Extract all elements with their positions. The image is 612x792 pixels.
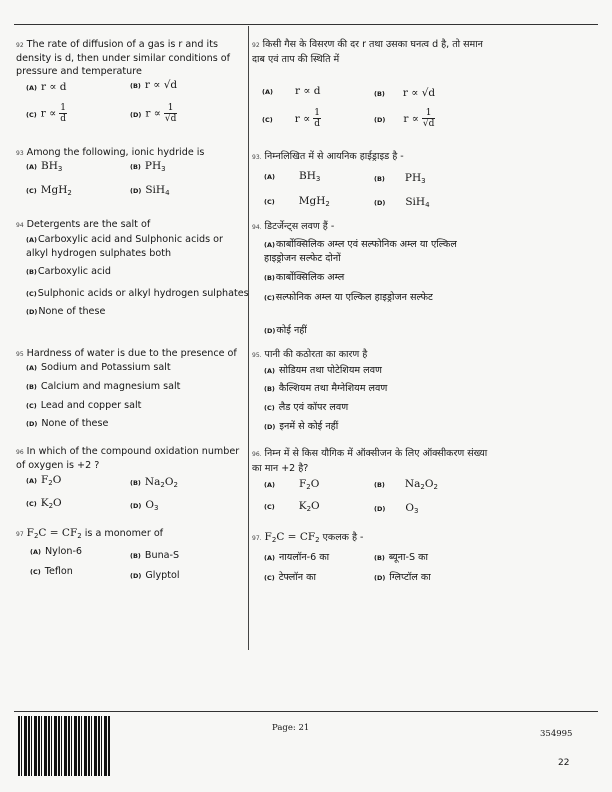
option-label: (B) xyxy=(130,82,141,90)
subscript: 2 xyxy=(306,483,311,491)
option-label: (B) xyxy=(264,274,275,282)
option-text-tail: O xyxy=(53,497,62,509)
question-text: In which of the compound oxidation number of oxygen is +2 ? xyxy=(16,446,240,471)
question-94-en xyxy=(16,218,244,232)
question-text: निम्न में से किस यौगिक में ऑक्सीजन के लिए ऑक्सीकरण संख्या का मान +2 है? xyxy=(252,448,488,474)
subscript: 2 xyxy=(48,502,54,510)
option-d[interactable] xyxy=(264,324,307,338)
option-label: (B) xyxy=(26,383,37,391)
option-text: None of these xyxy=(41,418,109,429)
option-text: नायलॉन-6 का xyxy=(278,552,330,563)
option-text: r ∝ d xyxy=(294,85,321,97)
subscript: 3 xyxy=(315,175,321,183)
option-text: ब्यूना-S का xyxy=(388,552,428,563)
option-label: (B) xyxy=(374,481,385,489)
option-label: (D) xyxy=(374,199,386,207)
question-text: is a monomer of xyxy=(84,528,164,539)
subscript: 4 xyxy=(165,189,170,197)
option-text-tail: O xyxy=(52,474,62,486)
numerator: 1 xyxy=(60,103,66,113)
option-text: K xyxy=(40,497,49,509)
option-text: Sulphonic acids or alkyl hydrogen sulphates xyxy=(37,288,249,299)
option-c[interactable] xyxy=(264,500,320,513)
barcode xyxy=(18,716,110,776)
question-number: 92 xyxy=(252,42,260,49)
question-number: 93. xyxy=(252,154,262,161)
option-text: r ∝ √d xyxy=(402,87,436,99)
subscript: 2 xyxy=(33,532,39,540)
option-c[interactable] xyxy=(26,497,62,510)
option-b[interactable] xyxy=(264,271,344,285)
option-text: F xyxy=(298,478,307,490)
option-a[interactable] xyxy=(264,170,320,183)
denominator: √d xyxy=(164,114,177,124)
option-text: Teflon xyxy=(44,566,73,577)
question-96-hi xyxy=(252,447,488,476)
option-d[interactable] xyxy=(264,420,338,434)
option-a[interactable] xyxy=(264,238,490,266)
question-97-hi xyxy=(252,530,488,547)
option-d[interactable] xyxy=(26,418,108,429)
option-text: r ∝ d xyxy=(40,81,67,93)
option-b[interactable] xyxy=(26,381,180,392)
question-93-en xyxy=(16,146,244,160)
question-95-hi xyxy=(252,348,488,363)
option-d[interactable] xyxy=(130,499,158,512)
subscript: 2 xyxy=(271,536,277,544)
column-divider xyxy=(248,26,249,650)
option-c[interactable] xyxy=(30,566,73,577)
option-a[interactable] xyxy=(26,81,67,93)
question-text: पानी की कठोरता का कारण है xyxy=(264,349,368,360)
option-a[interactable] xyxy=(26,362,171,373)
subscript: 4 xyxy=(425,201,430,209)
fraction xyxy=(422,108,436,129)
formula: F xyxy=(26,527,34,539)
option-text: कार्बोक्सिलिक अम्ल xyxy=(275,272,345,283)
subscript: 2 xyxy=(420,483,425,491)
option-a[interactable] xyxy=(262,85,321,97)
option-text: कार्बोक्सिलिक अम्ल एवं सल्फोनिक अम्ल या एल्किल हाइड्रोजन सल्फेट दोनों xyxy=(264,239,457,264)
option-label: (C) xyxy=(30,568,41,576)
option-text: Glyptol xyxy=(145,570,180,581)
option-text: BH xyxy=(40,160,58,172)
option-b[interactable] xyxy=(374,172,426,185)
subscript: 2 xyxy=(160,481,165,489)
option-c[interactable] xyxy=(26,400,141,411)
option-text: BH xyxy=(298,170,316,182)
option-c[interactable] xyxy=(26,288,249,299)
fraction xyxy=(59,103,67,124)
option-label: (B) xyxy=(374,90,385,98)
option-a[interactable] xyxy=(26,233,244,261)
option-text: MgH xyxy=(298,195,326,207)
option-text: सोडियम तथा पोटेशियम लवण xyxy=(278,365,382,376)
question-number: 94 xyxy=(16,222,24,229)
option-label: (D) xyxy=(374,574,386,582)
option-label: (A) xyxy=(262,88,273,96)
option-label: (C) xyxy=(262,115,273,124)
option-label: (A) xyxy=(26,84,37,92)
option-d[interactable] xyxy=(130,570,180,581)
option-label: (C) xyxy=(26,187,37,195)
option-text: O xyxy=(405,502,414,514)
option-text: कोई नहीं xyxy=(276,325,307,336)
question-text: The rate of diffusion of a gas is r and its density is d, then under similar conditions of pressure and temperature xyxy=(16,39,231,77)
option-label: (A) xyxy=(264,367,275,375)
option-label: (B) xyxy=(130,479,141,487)
bottom-rule xyxy=(14,711,598,712)
option-text: सल्फोनिक अम्ल या एल्किल हाइड्रोजन सल्फेट xyxy=(275,292,433,303)
option-label: (A) xyxy=(26,477,37,485)
option-text: K xyxy=(298,500,307,512)
question-text: किसी गैस के विसरण की दर r तथा उसका घनत्व d है, तो समान दाब एवं ताप की स्थिति में xyxy=(252,39,483,65)
option-label: (B) xyxy=(130,552,141,560)
subscript: 2 xyxy=(67,189,72,197)
option-d[interactable] xyxy=(130,103,177,124)
denominator: d xyxy=(60,114,67,124)
booklet-code: 354995 xyxy=(540,729,573,739)
denominator: d xyxy=(314,119,321,129)
option-label: (C) xyxy=(264,404,275,412)
subscript: 3 xyxy=(421,177,426,185)
option-label: (D) xyxy=(374,505,386,513)
option-label: (D) xyxy=(374,115,386,124)
question-text: Among the following, ionic hydride is xyxy=(26,147,205,158)
question-number: 94. xyxy=(252,224,262,231)
option-c[interactable] xyxy=(262,108,321,129)
formula: C = CF xyxy=(276,531,316,543)
formula: F xyxy=(264,531,272,543)
question-text: Hardness of water is due to the presence of xyxy=(26,348,237,359)
option-text: इनमें से कोई नहीं xyxy=(279,421,339,432)
option-text: None of these xyxy=(38,306,106,317)
fraction xyxy=(164,103,178,124)
option-label: (C) xyxy=(26,110,37,119)
formula: C = CF xyxy=(38,527,78,539)
question-number: 97 xyxy=(16,531,24,538)
option-label: (D) xyxy=(264,327,276,335)
option-d[interactable] xyxy=(26,306,105,317)
option-b[interactable] xyxy=(374,478,438,491)
page-label: Page: 21 xyxy=(272,723,310,733)
option-d[interactable] xyxy=(374,108,435,129)
option-b[interactable] xyxy=(130,476,178,489)
question-text: डिटर्जेन्ट्स लवण हैं - xyxy=(264,221,335,232)
option-label: (C) xyxy=(264,503,275,511)
option-b[interactable] xyxy=(264,382,387,396)
option-label: (C) xyxy=(264,574,275,582)
option-text: Sodium and Potassium salt xyxy=(40,362,171,373)
subscript: 3 xyxy=(153,504,159,512)
option-prefix: r ∝ xyxy=(145,107,161,120)
question-text: एकलक है - xyxy=(322,532,364,543)
question-97-en xyxy=(16,527,244,543)
option-a[interactable] xyxy=(264,551,329,565)
question-95-en xyxy=(16,347,244,361)
option-text-tail: O xyxy=(310,478,320,490)
option-text: Na xyxy=(144,476,161,488)
option-text: r ∝ √d xyxy=(144,79,178,91)
subscript: 3 xyxy=(161,165,166,173)
denominator: √d xyxy=(422,119,435,129)
option-text: टेफ्लॉन का xyxy=(278,572,317,583)
option-label: (B) xyxy=(264,385,275,393)
option-text: PH xyxy=(144,160,162,172)
option-d[interactable] xyxy=(374,196,430,209)
option-text: O xyxy=(145,499,154,511)
option-c[interactable] xyxy=(26,184,72,197)
question-number: 97. xyxy=(252,535,262,542)
option-text: PH xyxy=(404,172,422,184)
option-text: Buna-S xyxy=(144,550,180,561)
option-label: (C) xyxy=(26,500,37,508)
option-text: Carboxylic acid and Sulphonic acids or alkyl hydrogen sulphates both xyxy=(26,234,223,259)
option-text: कैल्शियम तथा मैग्नेशियम लवण xyxy=(278,383,388,394)
option-a[interactable] xyxy=(30,546,82,557)
question-94-hi xyxy=(252,220,488,235)
top-rule xyxy=(14,24,598,25)
question-96-en xyxy=(16,445,246,472)
option-text: ग्लिप्टॉल का xyxy=(389,572,431,583)
option-label: (D) xyxy=(264,423,276,431)
option-c[interactable] xyxy=(264,291,490,305)
page-number: 22 xyxy=(558,758,570,768)
numerator: 1 xyxy=(167,103,174,113)
option-text-tail: O xyxy=(164,476,174,488)
question-number: 92 xyxy=(16,42,24,49)
option-label: (C) xyxy=(264,198,275,206)
option-label: (C) xyxy=(26,402,37,410)
question-92-en xyxy=(16,38,244,78)
subscript: 3 xyxy=(413,507,419,515)
question-number: 96. xyxy=(252,451,262,458)
option-b[interactable] xyxy=(130,550,179,561)
option-b[interactable] xyxy=(26,266,111,277)
option-a[interactable] xyxy=(264,364,382,378)
option-text: SiH xyxy=(405,196,426,208)
option-text: Na xyxy=(404,478,421,490)
option-label: (B) xyxy=(374,175,385,183)
option-d[interactable] xyxy=(374,571,431,585)
option-c[interactable] xyxy=(264,571,316,585)
option-text-tail: O xyxy=(424,478,434,490)
option-prefix: r ∝ xyxy=(403,112,419,125)
option-label: (B) xyxy=(130,163,141,171)
option-label: (A) xyxy=(264,481,275,489)
option-b[interactable] xyxy=(374,551,428,565)
subscript: 2 xyxy=(306,505,312,513)
option-text: SiH xyxy=(145,184,166,196)
option-prefix: r ∝ xyxy=(294,112,311,125)
option-label: (D) xyxy=(26,420,38,428)
question-text: निम्नलिखित में से आयनिक हाईड्राइड है - xyxy=(264,151,404,162)
option-b[interactable] xyxy=(374,87,435,99)
question-92-hi xyxy=(252,38,488,67)
option-d[interactable] xyxy=(130,184,170,197)
option-text: Calcium and magnesium salt xyxy=(40,381,181,392)
option-a[interactable] xyxy=(26,160,62,173)
numerator: 1 xyxy=(425,108,432,118)
option-d[interactable] xyxy=(374,502,418,515)
option-text: लैड एवं कॉपर लवण xyxy=(278,402,349,413)
question-number: 95. xyxy=(252,352,262,359)
option-label: (B) xyxy=(374,554,385,562)
option-label: (A) xyxy=(264,241,275,249)
option-text: Carboxylic acid xyxy=(37,266,112,277)
option-label: (A) xyxy=(26,364,37,372)
question-number: 93 xyxy=(16,150,24,157)
option-c[interactable] xyxy=(264,401,348,415)
option-text: MgH xyxy=(40,184,68,196)
numerator: 1 xyxy=(314,108,320,118)
option-b[interactable] xyxy=(130,79,177,91)
question-text: Detergents are the salt of xyxy=(26,219,151,230)
question-number: 96 xyxy=(16,449,24,456)
option-a[interactable] xyxy=(264,478,319,491)
option-b[interactable] xyxy=(130,160,166,173)
option-text: Nylon-6 xyxy=(44,546,83,557)
option-label: (A) xyxy=(30,548,41,556)
subscript: 3 xyxy=(57,165,63,173)
option-text: F xyxy=(40,474,49,486)
option-label: (A) xyxy=(26,163,37,171)
subscript: 2 xyxy=(173,481,178,489)
subscript: 2 xyxy=(77,532,82,540)
subscript: 2 xyxy=(48,479,53,487)
option-label: (D) xyxy=(130,187,142,195)
subscript: 2 xyxy=(433,483,438,491)
option-c[interactable] xyxy=(26,103,67,124)
option-prefix: r ∝ xyxy=(40,107,57,120)
option-label: (A) xyxy=(26,236,37,244)
option-label: (C) xyxy=(26,290,37,298)
option-label: (D) xyxy=(26,308,38,316)
option-a[interactable] xyxy=(26,474,61,487)
option-label: (C) xyxy=(264,294,275,302)
question-93-hi xyxy=(252,150,488,165)
option-c[interactable] xyxy=(264,195,330,208)
option-text: Lead and copper salt xyxy=(40,400,142,411)
option-label: (A) xyxy=(264,554,275,562)
subscript: 2 xyxy=(325,200,330,208)
option-label: (D) xyxy=(130,572,142,580)
option-label: (D) xyxy=(130,110,142,119)
question-number: 95 xyxy=(16,351,24,358)
option-label: (A) xyxy=(264,173,275,181)
option-label: (D) xyxy=(130,502,142,510)
option-label: (B) xyxy=(26,268,37,276)
fraction xyxy=(313,108,321,129)
option-text-tail: O xyxy=(311,500,320,512)
subscript: 2 xyxy=(315,536,320,544)
